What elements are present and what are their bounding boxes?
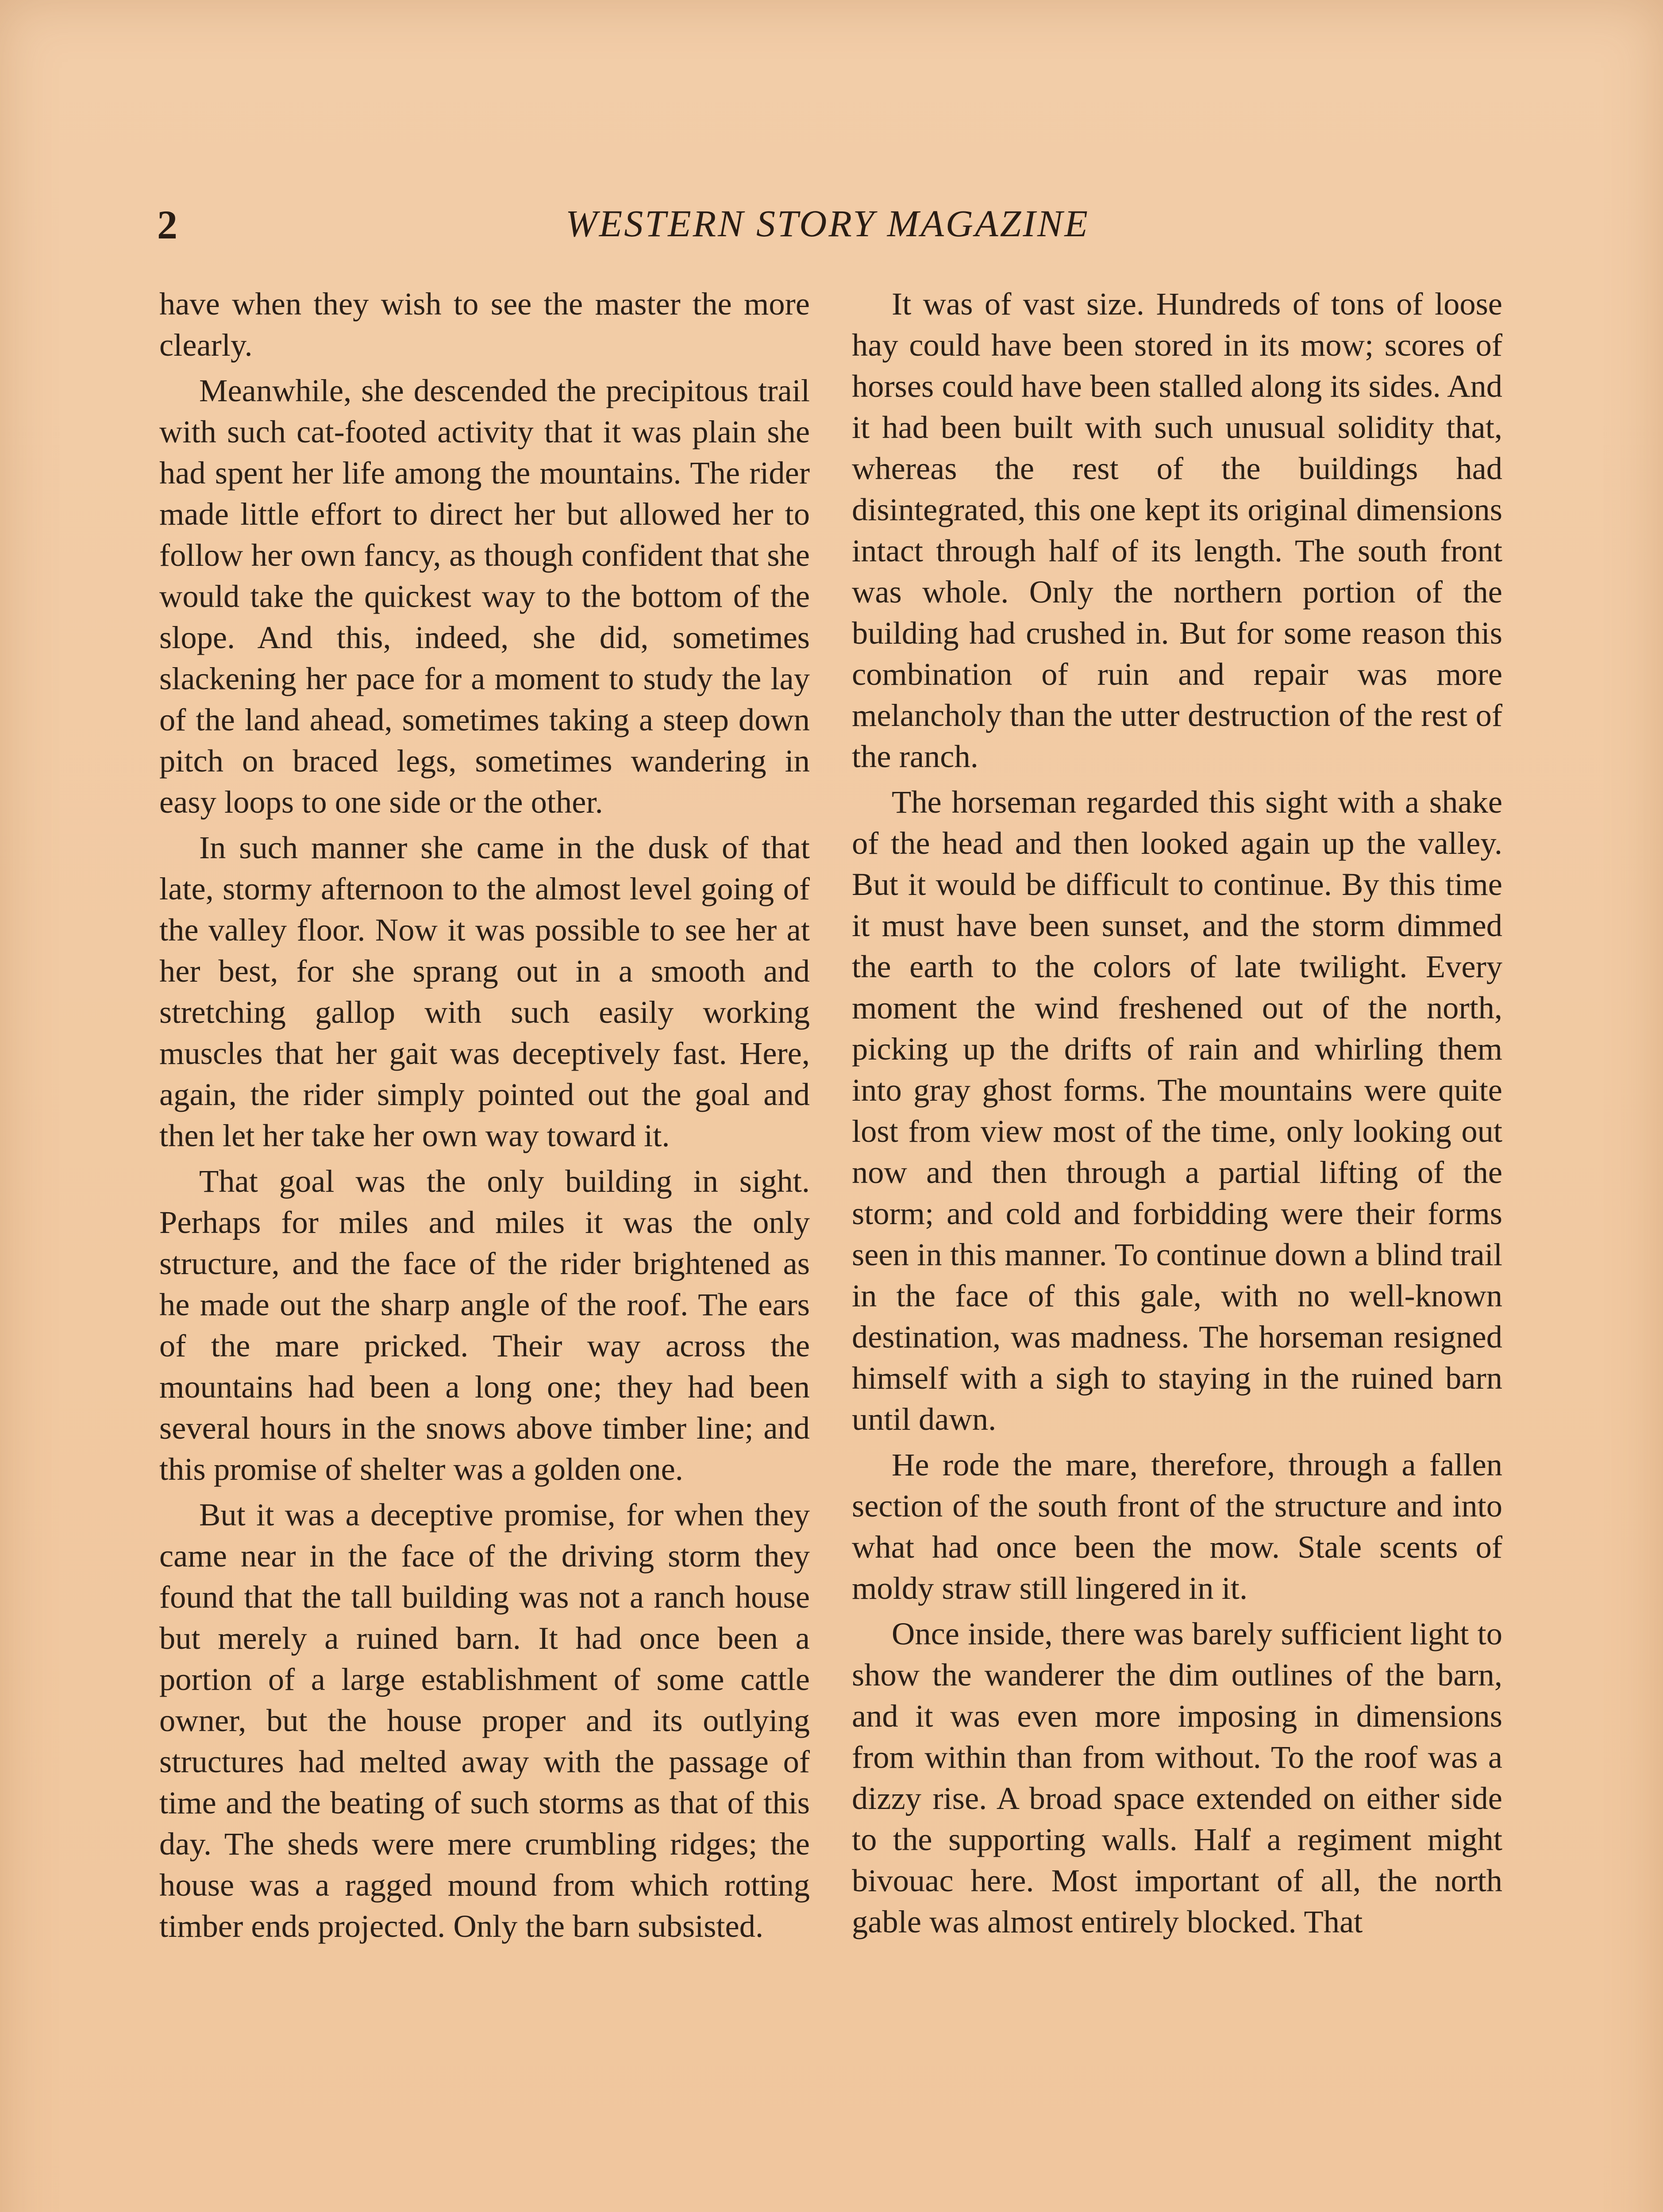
running-title: WESTERN STORY MAGAZINE [566,202,1089,245]
paragraph: That goal was the only building in sight. Perhaps for miles and miles it was the only structure, and the face of the rider brightened as he made out the sharp angle of the roof. The ears of the mare pricked. Their way across the mountains had been a long one; they had been several hours in the snows above timber line; and this promise of shelter was a golden one. [159,1163,810,1487]
paragraph: Once inside, there was barely sufficient light to show the wanderer the dim outlines of the barn, and it was even more imposing in dimensions from within than from without. To the roof was a dizzy rise. A broad space extended on either side to the supporting walls. Half a regiment might bivouac here. Most important of all, the north gable was almost entirely blocked. That [852,1616,1502,1939]
right-column [852,283,1502,1947]
paragraph: He rode the mare, therefore, through a fallen section of the south front of the structure and into what had once been the mow. Stale scents of moldy straw still lingered in it. [852,1447,1502,1606]
paragraph: have when they wish to see the master the more clearly. [159,286,810,363]
paragraph: But it was a deceptive promise, for when they came near in the face of the driving storm they found that the tall building was not a ranch house but merely a ruined barn. It had once been a portion of a large establishment of some cattle owner, but the house proper and its outlying structures had melted away with the passage of time and the beating of such storms as that of this day. The sheds were mere crumbling ridges; the house was a ragged mound from which rotting timber ends projected. Only the barn subsisted. [159,1497,810,1944]
paragraph: It was of vast size. Hundreds of tons of loose hay could have been stored in its mow; scores of horses could have been stalled along its sides. And it had been built with such unusual solidity that, whereas the rest of the buildings had disintegrated, this one kept its original dimensions intact through half of its length. The south front was whole. Only the northern portion of the building had crushed in. But for some reason this combination of ruin and repair was more melancholy than the utter destruction of the rest of the ranch. [852,286,1502,774]
paragraph: The horseman regarded this sight with a shake of the head and then looked again up the valley. But it would be difficult to continue. By this time it must have been sunset, and the storm dimmed the earth to the colors of late twilight. Every moment the wind freshened out of the north, picking up the drifts of rain and whirling them into gray ghost forms. The mountains were quite lost from view most of the time, only looking out now and then through a partial lifting of the storm; and cold and forbidding were their forms seen in this manner. To continue down a blind trail in the face of this gale, with no well-known destination, was madness. The horseman resigned himself with a sigh to staying in the ruined barn until dawn. [852,784,1502,1437]
page-number: 2 [157,202,177,247]
paragraph: In such manner she came in the dusk of that late, stormy afternoon to the almost level going of the valley floor. Now it was possible to see her at her best, for she sprang out in a smooth and stretching gallop with such easily working muscles that her gait was deceptively fast. Here, again, the rider simply pointed out the goal and then let her take her own way toward it. [159,830,810,1153]
paragraph: Meanwhile, she descended the precipitous trail with such cat-footed activity that it was plain she had spent her life among the mountains. The rider made little effort to direct her but allowed her to follow her own fancy, as though confident that she would take the quickest way to the bottom of the slope. And this, indeed, she did, sometimes slackening her pace for a moment to study the lay of the land ahead, sometimes taking a steep down pitch on braced legs, sometimes wandering in easy loops to one side or the other. [159,373,810,820]
page-header [157,201,1498,254]
left-column [159,283,810,1951]
